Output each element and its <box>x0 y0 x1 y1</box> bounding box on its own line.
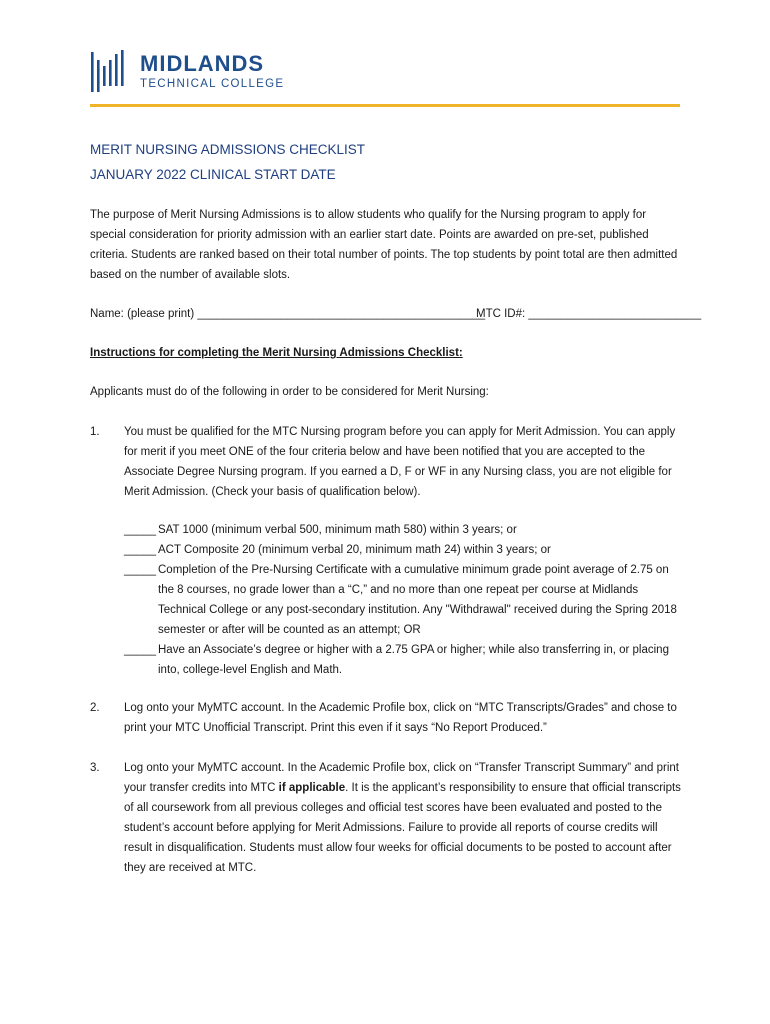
header-divider <box>90 104 680 107</box>
item-number: 1. <box>90 426 100 438</box>
mtc-id-blank[interactable]: ___________________________ <box>528 308 702 320</box>
logo-subtitle: TECHNICAL COLLEGE <box>140 78 285 90</box>
criterion-act <box>124 540 682 560</box>
name-label: Name: (please print) <box>90 308 195 320</box>
intro-paragraph: The purpose of Merit Nursing Admissions is to allow students who qualify for the Nursing program to apply for special consideration for priority admission with an earlier start date. Points are awarded on pre-set, published criteria. Students are ranked based on their total number of points. The top students by point total are then admitted based on the number of available slots. <box>90 209 678 281</box>
check-blank[interactable]: _____ <box>124 524 156 536</box>
item-number: 3. <box>90 762 100 774</box>
criterion-sat <box>124 520 682 540</box>
check-blank[interactable]: _____ <box>124 644 156 656</box>
name-blank[interactable]: _____________________________________________ <box>197 308 486 320</box>
criterion-associate-degree <box>124 640 682 680</box>
item-text <box>124 758 682 878</box>
item-text: You must be qualified for the MTC Nursing program before you can apply for Merit Admission. You can apply for merit if you meet ONE of the four criteria below and have been notified that you are accepted to the Associate Degree Nursing program. If you earned a D, F or WF in any Nursing class, you are not eligible for Merit Admission. (Check your basis of qualification below). <box>124 426 676 498</box>
applicants-intro: Applicants must do of the following in order to be considered for Merit Nursing: <box>90 386 489 398</box>
check-blank[interactable]: _____ <box>124 544 156 556</box>
mtc-id-label: MTC ID#: <box>476 308 526 320</box>
mtc-id-field <box>476 305 701 323</box>
criterion-text: Completion of the Pre-Nursing Certificate with a cumulative minimum grade point average of 2.75 on <box>158 564 669 576</box>
college-logo <box>90 50 284 94</box>
criterion-text-continued: the 8 courses, no grade lower than a “C,” and no more than one repeat per course at Midlands Technical College or any post-secondary institution. Any "Withdrawal" received during the Spring 2018 semester or after will be counted as an attempt; OR <box>158 584 677 636</box>
name-field <box>90 305 485 323</box>
item-number: 2. <box>90 702 100 714</box>
item-text: Log onto your MyMTC account. In the Academic Profile box, click on “MTC Transcripts/Grades” and chose to print your MTC Unofficial Transcript. Print this even if it says “No Report Produced.” <box>124 702 677 734</box>
check-blank[interactable]: _____ <box>124 564 156 576</box>
instructions-heading: Instructions for completing the Merit Nursing Admissions Checklist: <box>90 347 463 359</box>
criterion-text: SAT 1000 (minimum verbal 500, minimum math 580) within 3 years; or <box>158 524 517 536</box>
criterion-text: ACT Composite 20 (minimum verbal 20, minimum math 24) within 3 years; or <box>158 544 551 556</box>
item-text-part: . It is the applicant’s responsibility to ensure that official transcripts of all coursework from all previous colleges and official test scores have been evaluated and posted to the student’s account before applying for Merit Admissions. Failure to provide all reports of course credits will result in disqualification. Students must allow four weeks for official documents to be posted to account after they are received at MTC. <box>124 782 681 874</box>
item-text-part: Log onto your MyMTC account. In the Academic Profile box, click on “Transfer Transcript Summary” and print your transfer credits into MTC <box>124 762 679 794</box>
item-text-emphasis: if applicable <box>278 782 346 794</box>
page-title: MERIT NURSING ADMISSIONS CHECKLIST <box>90 142 366 157</box>
logo-name: MIDLANDS <box>140 51 265 76</box>
criterion-pre-nursing <box>124 560 682 640</box>
criterion-text: Have an Associate’s degree or higher with a 2.75 GPA or higher; while also transferring in, or placing <box>158 644 669 656</box>
logo-bars-icon <box>90 50 132 94</box>
criterion-text-continued: into, college-level English and Math. <box>158 664 343 676</box>
page-subtitle: JANUARY 2022 CLINICAL START DATE <box>90 167 336 182</box>
